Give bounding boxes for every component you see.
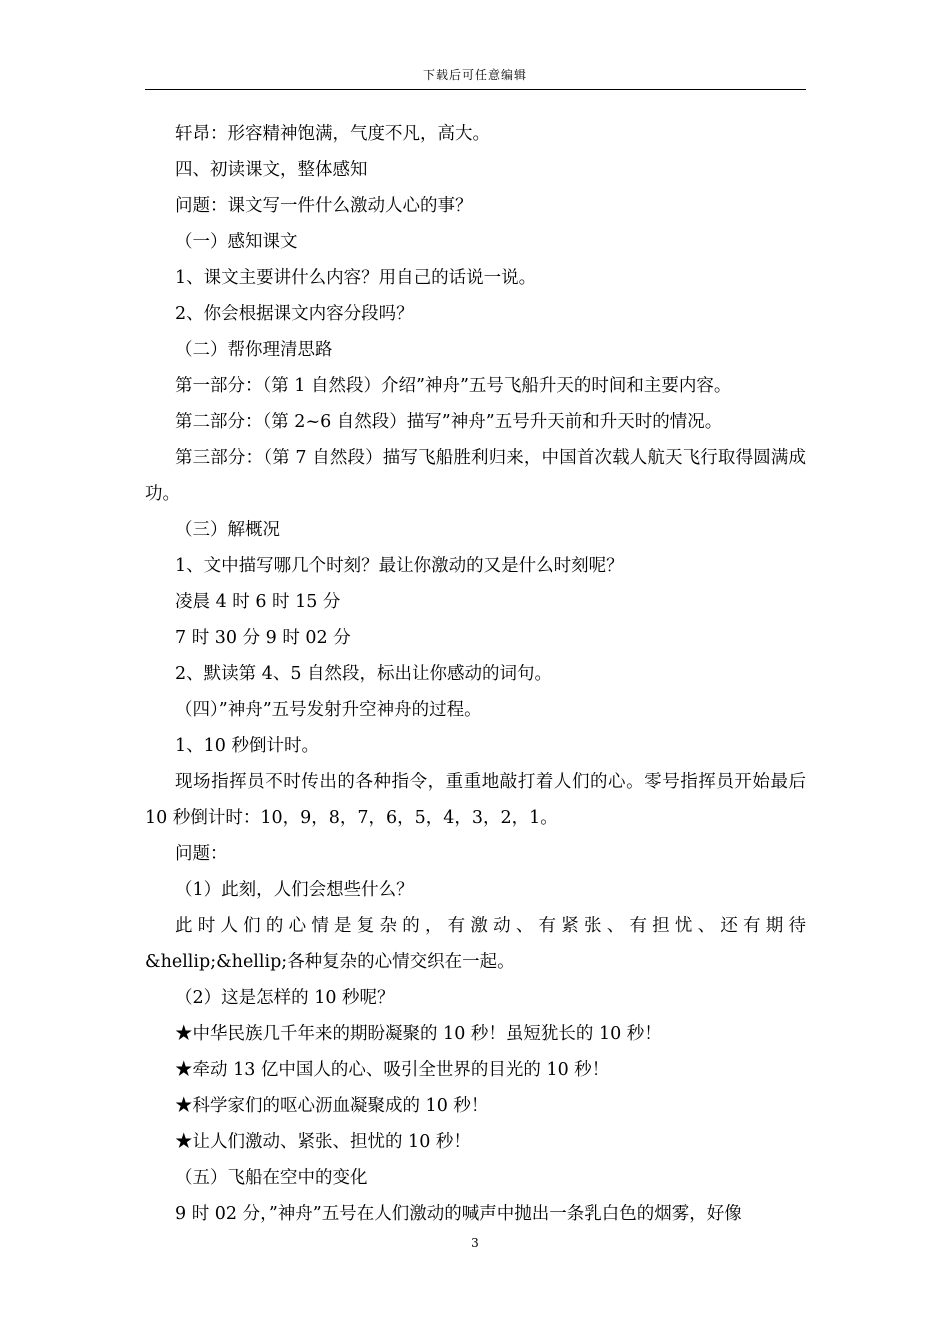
- paragraph: （1）此刻，人们会想些什么？: [175, 880, 414, 900]
- paragraph: 1、10 秒倒计时。: [175, 736, 319, 756]
- document-body: [145, 116, 806, 1232]
- subsection-heading: （四）”神舟”五号发射升空神舟的过程。: [175, 700, 482, 720]
- list-item: ★牵动 13 亿中国人的心、吸引全世界的目光的 10 秒！: [175, 1060, 610, 1080]
- subsection-heading: （二）帮你理清思路: [175, 340, 333, 360]
- paragraph: 2、默读第 4、5 自然段，标出让你感动的词句。: [175, 664, 553, 684]
- paragraph: 第三部分：（第 7 自然段）描写飞船胜利归来，中国首次载人航天飞行取得圆满成功。: [145, 448, 806, 504]
- paragraph: 1、文中描写哪几个时刻？最让你激动的又是什么时刻呢？: [175, 556, 624, 576]
- paragraph: 9 时 02 分，”神舟”五号在人们激动的喊声中抛出一条乳白色的烟雾，好像: [175, 1204, 742, 1224]
- paragraph: 此时人们的心情是复杂的，有激动、有紧张、有担忧、还有期待&hellip;&hellip;各种复杂的心情交织在一起。: [145, 916, 806, 972]
- paragraph: 轩昂：形容精神饱满，气度不凡，高大。: [175, 124, 490, 144]
- paragraph: 1、课文主要讲什么内容？用自己的话说一说。: [175, 268, 537, 288]
- page-header: 下载后可任意编辑: [422, 68, 527, 82]
- paragraph: 第二部分：（第 2~6 自然段）描写”神舟”五号升天前和升天时的情况。: [175, 412, 723, 432]
- paragraph: 凌晨 4 时 6 时 15 分: [175, 592, 341, 612]
- paragraph: 2、你会根据课文内容分段吗？: [175, 304, 414, 324]
- list-item: ★科学家们的呕心沥血凝聚成的 10 秒！: [175, 1096, 489, 1116]
- header-divider: [145, 89, 806, 90]
- page-number: 3: [471, 1236, 479, 1250]
- paragraph: （2）这是怎样的 10 秒呢？: [175, 988, 395, 1008]
- paragraph: 现场指挥员不时传出的各种指令，重重地敲打着人们的心。零号指挥员开始最后 10 秒倒计时：10，9，8，7，6，5，4，3，2，1。: [145, 772, 806, 828]
- section-heading: 四、初读课文，整体感知: [175, 160, 368, 180]
- paragraph: 7 时 30 分 9 时 02 分: [175, 628, 351, 648]
- list-item: ★中华民族几千年来的期盼凝聚的 10 秒！虽短犹长的 10 秒！: [175, 1024, 662, 1044]
- paragraph: 问题：: [175, 844, 228, 864]
- paragraph: 问题：课文写一件什么激动人心的事？: [175, 196, 473, 216]
- subsection-heading: （一）感知课文: [175, 232, 298, 252]
- list-item: ★让人们激动、紧张、担忧的 10 秒！: [175, 1132, 471, 1152]
- paragraph: 第一部分：（第 1 自然段）介绍”神舟”五号飞船升天的时间和主要内容。: [175, 376, 732, 396]
- subsection-heading: （三）解概况: [175, 520, 280, 540]
- subsection-heading: （五）飞船在空中的变化: [175, 1168, 368, 1188]
